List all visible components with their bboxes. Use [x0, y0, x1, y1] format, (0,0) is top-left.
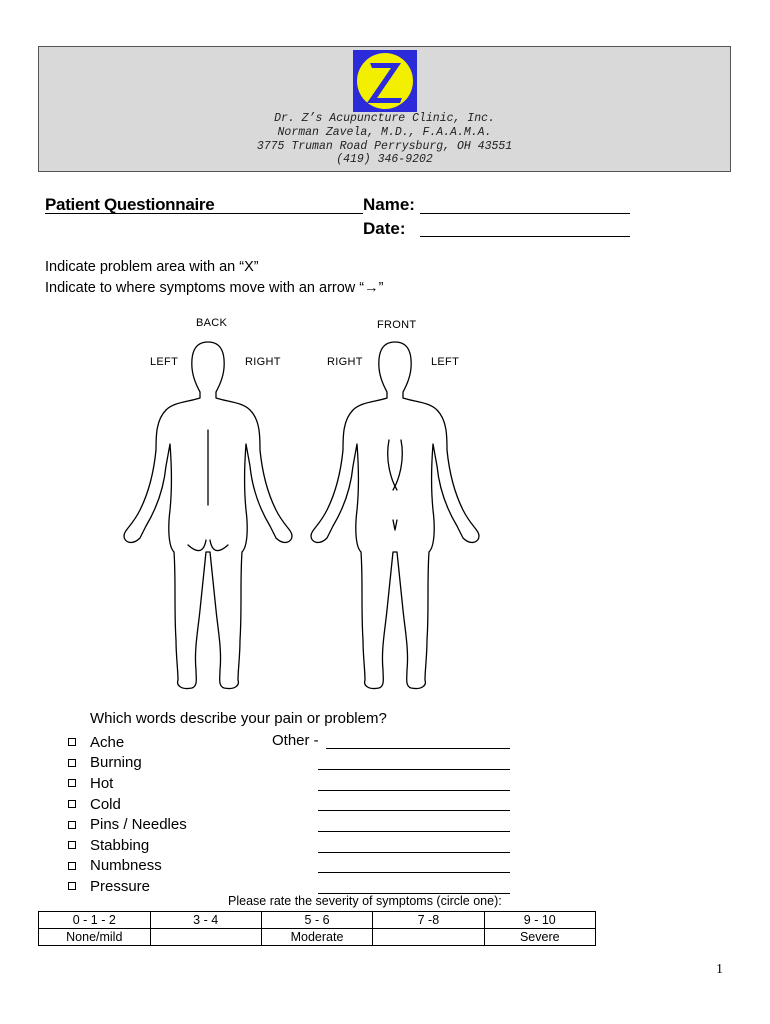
form-title: Patient Questionnaire [45, 195, 215, 214]
back-right-label: RIGHT [245, 356, 281, 368]
other-field[interactable] [318, 810, 510, 811]
severity-range-cell[interactable]: 0 - 1 - 2 [39, 912, 151, 929]
pain-option[interactable]: Pins / Needles [66, 814, 187, 835]
instruction-x: Indicate problem area with an “X” [45, 259, 259, 275]
other-field[interactable] [318, 852, 510, 853]
pain-option[interactable]: Cold [66, 794, 187, 815]
pain-option[interactable]: Numbness [66, 856, 187, 877]
body-front-outline[interactable] [305, 340, 485, 700]
other-field[interactable] [318, 831, 510, 832]
page-number: 1 [716, 962, 723, 977]
checkbox[interactable] [68, 882, 76, 890]
date-label: Date: [363, 219, 406, 238]
logo-z-letter [353, 50, 417, 112]
other-field[interactable] [318, 872, 510, 873]
instruction-arrow: Indicate to where symptoms move with an arrow “→” [45, 280, 384, 296]
checkbox[interactable] [68, 841, 76, 849]
severity-range-row [39, 912, 596, 929]
severity-descriptor-cell [150, 929, 261, 946]
front-label: FRONT [377, 319, 417, 331]
body-back-outline[interactable] [118, 340, 298, 700]
front-left-label: LEFT [431, 356, 460, 368]
clinic-phone: (419) 346-9202 [336, 153, 433, 167]
severity-range-cell[interactable]: 5 - 6 [261, 912, 373, 929]
back-label: BACK [196, 317, 228, 329]
back-left-label: LEFT [150, 356, 179, 368]
severity-descriptor-cell: Moderate [261, 929, 373, 946]
title-underline [45, 213, 363, 214]
date-field[interactable] [420, 236, 630, 237]
severity-range-cell[interactable]: 7 -8 [373, 912, 484, 929]
name-label: Name: [363, 195, 415, 214]
pain-option[interactable]: Stabbing [66, 835, 187, 856]
clinic-name: Dr. Z’s Acupuncture Clinic, Inc. [274, 112, 495, 125]
clinic-info [38, 112, 731, 167]
severity-descriptor-cell: Severe [484, 929, 595, 946]
other-field[interactable] [326, 748, 510, 749]
checkbox[interactable] [68, 800, 76, 808]
clinic-logo [353, 50, 417, 112]
severity-range-cell[interactable]: 3 - 4 [150, 912, 261, 929]
checkbox[interactable] [68, 779, 76, 787]
pain-option[interactable]: Pressure [66, 876, 187, 897]
other-field[interactable] [318, 790, 510, 791]
pain-option[interactable]: Ache [66, 732, 187, 753]
pain-options-list [66, 732, 187, 897]
other-field[interactable] [318, 769, 510, 770]
severity-descriptor-row [39, 929, 596, 946]
clinic-address: 3775 Truman Road Perrysburg, OH 43551 [256, 139, 513, 153]
pain-option[interactable]: Burning [66, 753, 187, 774]
other-label: Other - [272, 732, 319, 749]
severity-descriptor-cell [373, 929, 484, 946]
severity-descriptor-cell: None/mild [39, 929, 151, 946]
doctor-name: Norman Zavela, M.D., F.A.A.M.A. [277, 125, 492, 139]
severity-range-cell[interactable]: 9 - 10 [484, 912, 595, 929]
checkbox[interactable] [68, 862, 76, 870]
checkbox[interactable] [68, 821, 76, 829]
front-right-label: RIGHT [327, 356, 363, 368]
pain-option[interactable]: Hot [66, 773, 187, 794]
pain-question: Which words describe your pain or problem? [90, 710, 387, 727]
name-field[interactable] [420, 213, 630, 214]
severity-table [38, 911, 596, 946]
severity-label: Please rate the severity of symptoms (circle one): [228, 894, 502, 908]
checkbox[interactable] [68, 738, 76, 746]
checkbox[interactable] [68, 759, 76, 767]
